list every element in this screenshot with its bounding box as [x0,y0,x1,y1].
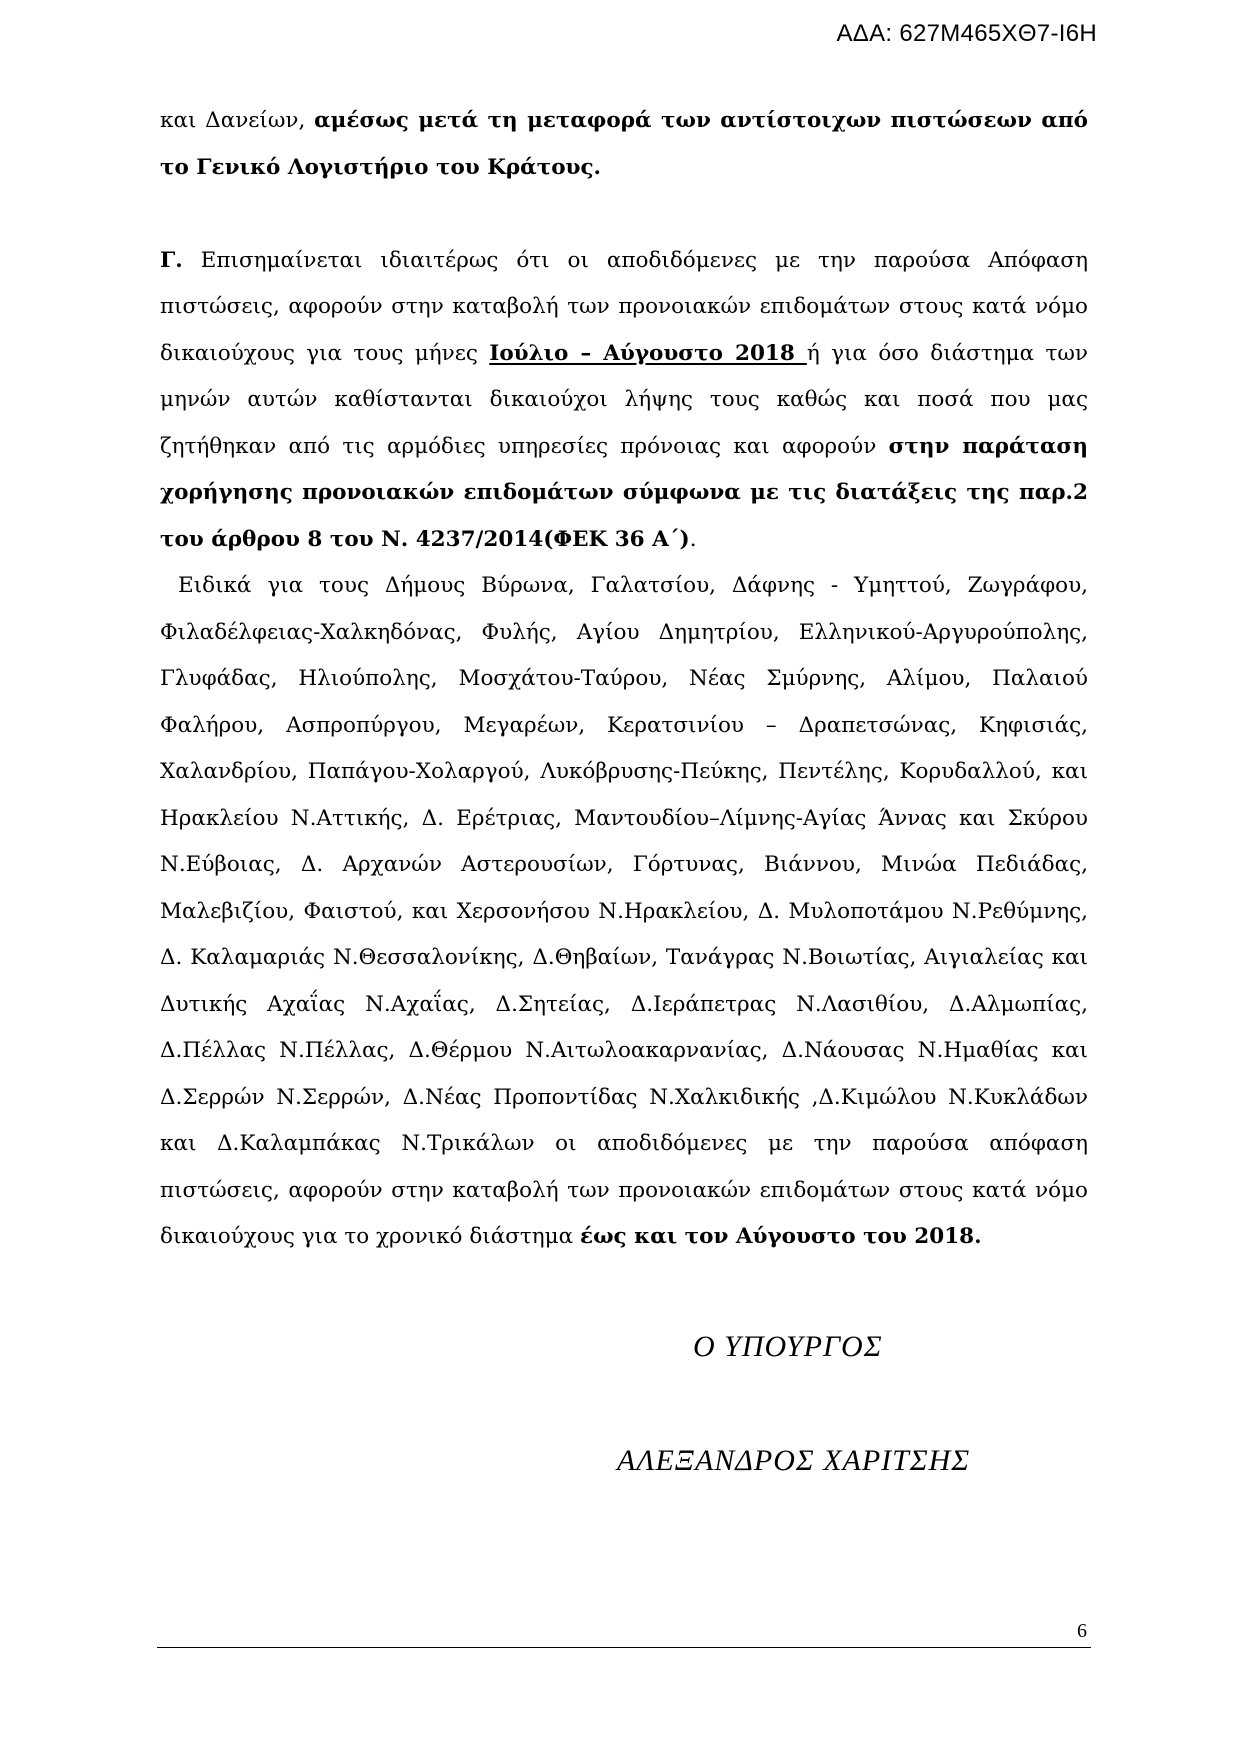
paragraph-text: Ειδικά για τους Δήμους Βύρωνα, Γαλατσίου, Δάφνης - Υμηττού, Ζωγράφου, Φιλαδέλφειας-Χαλκηδόνας, Φυλής, Αγίου Δημητρίου, Ελληνικού-Αργυρούπολης, Γλυφάδας, Ηλιούπολης, Μοσχάτου-Ταύρου, Νέας Σμύρνης, Αλίμου, Παλαιού Φαλήρου, Ασπροπύργου, Μεγαρέων, Κερατσινίου – Δραπετσώνας, Κηφισιάς, Χαλανδρίου, Παπάγου-Χολαργού, Λυκόβρυσης-Πεύκης, Πεντέλης, Κορυδαλλού, και Ηρακλείου Ν.Αττικής, Δ. Ερέτριας, Μαντουδίου–Λίμνης-Αγίας Άννας και Σκύρου Ν.Εύβοιας, Δ. Αρχανών Αστερουσίων, Γόρτυνας, Βιάννου, Μινώα Πεδιάδας, Μαλεβιζίου, Φαιστού, και Χερσονήσου Ν.Ηρακλείου, Δ. Μυλοποτάμου Ν.Ρεθύμνης, Δ. Καλαμαριάς Ν.Θεσσαλονίκης, Δ.Θηβαίων, Τανάγρας Ν.Βοιωτίας, Αιγιαλείας και Δυτικής Αχαΐας Ν.Αχαΐας, Δ.Σητείας, Δ.Ιεράπετρας Ν.Λασιθίου, Δ.Αλμωπίας, Δ.Πέλλας Ν.Πέλλας, Δ.Θέρμου Ν.Αιτωλοακαρνανίας, Δ.Νάουσας Ν.Ημαθίας και Δ.Σερρών Ν.Σερρών, Δ.Νέας Προποντίδας Ν.Χαλκιδικής ,Δ.Κιμώλου Ν.Κυκλάδων και Δ.Καλαμπάκας Ν.Τρικάλων οι αποδιδόμενες με την παρούσα απόφαση πιστώσεις, αφορούν στην καταβολή των προνοιακών επιδομάτων στους κατά νόμο δικαιούχους για το χρονικό διάστημα [160,573,1088,1249]
paragraph-section-c [160,238,1088,564]
document-body [160,98,1088,1261]
page-number: 6 [1077,1620,1087,1642]
paragraph-bold-text: στην παράταση χορήγησης προνοιακών επιδομάτων σύμφωνα με τις διατάξεις της παρ.2 του άρθρου 8 του Ν. 4237/2014(ΦΕΚ 36 Α΄) [160,433,1088,552]
paragraph-bold-text: έως και τον Αύγουστο του 2018. [580,1224,982,1249]
paragraph-text: Επισημαίνεται ιδιαιτέρως ότι οι αποδιδόμενες με την παρούσα Απόφαση πιστώσεις, αφορούν στην καταβολή των προνοιακών επιδομάτων στους κατά νόμο δικαιούχους για τους μήνες [160,247,1088,366]
signature-name: ΑΛΕΞΑΝΔΡΟΣ ΧΑΡΙΤΣΗΣ [617,1444,971,1477]
section-letter: Γ. [160,247,183,273]
paragraph-text: . [689,526,697,552]
paragraph-bold-text: αμέσως μετά τη μεταφορά των αντίστοιχων πιστώσεων από το Γενικό Λογιστήριο του Κράτους. [160,108,1088,180]
ada-header: ΑΔΑ: 627Μ465ΧΘ7-Ι6Η [836,20,1097,47]
paragraph-text: και Δανείων, [160,108,315,133]
paragraph-underlined-text: Ιούλιο – Αύγουστο 2018 [489,340,807,366]
paragraph-municipalities [160,563,1088,1261]
paragraph-continuation [160,98,1088,191]
signature-title: Ο ΥΠΟΥΡΓΟΣ [693,1330,883,1363]
paragraph-text: ή για όσο διάστημα των μηνών αυτών καθίστανται δικαιούχοι λήψης τους καθώς και ποσά που μας ζητήθηκαν από τις αρμόδιες υπηρεσίες πρόνοιας και αφορούν [160,340,1088,459]
footer-divider [157,1647,1091,1648]
